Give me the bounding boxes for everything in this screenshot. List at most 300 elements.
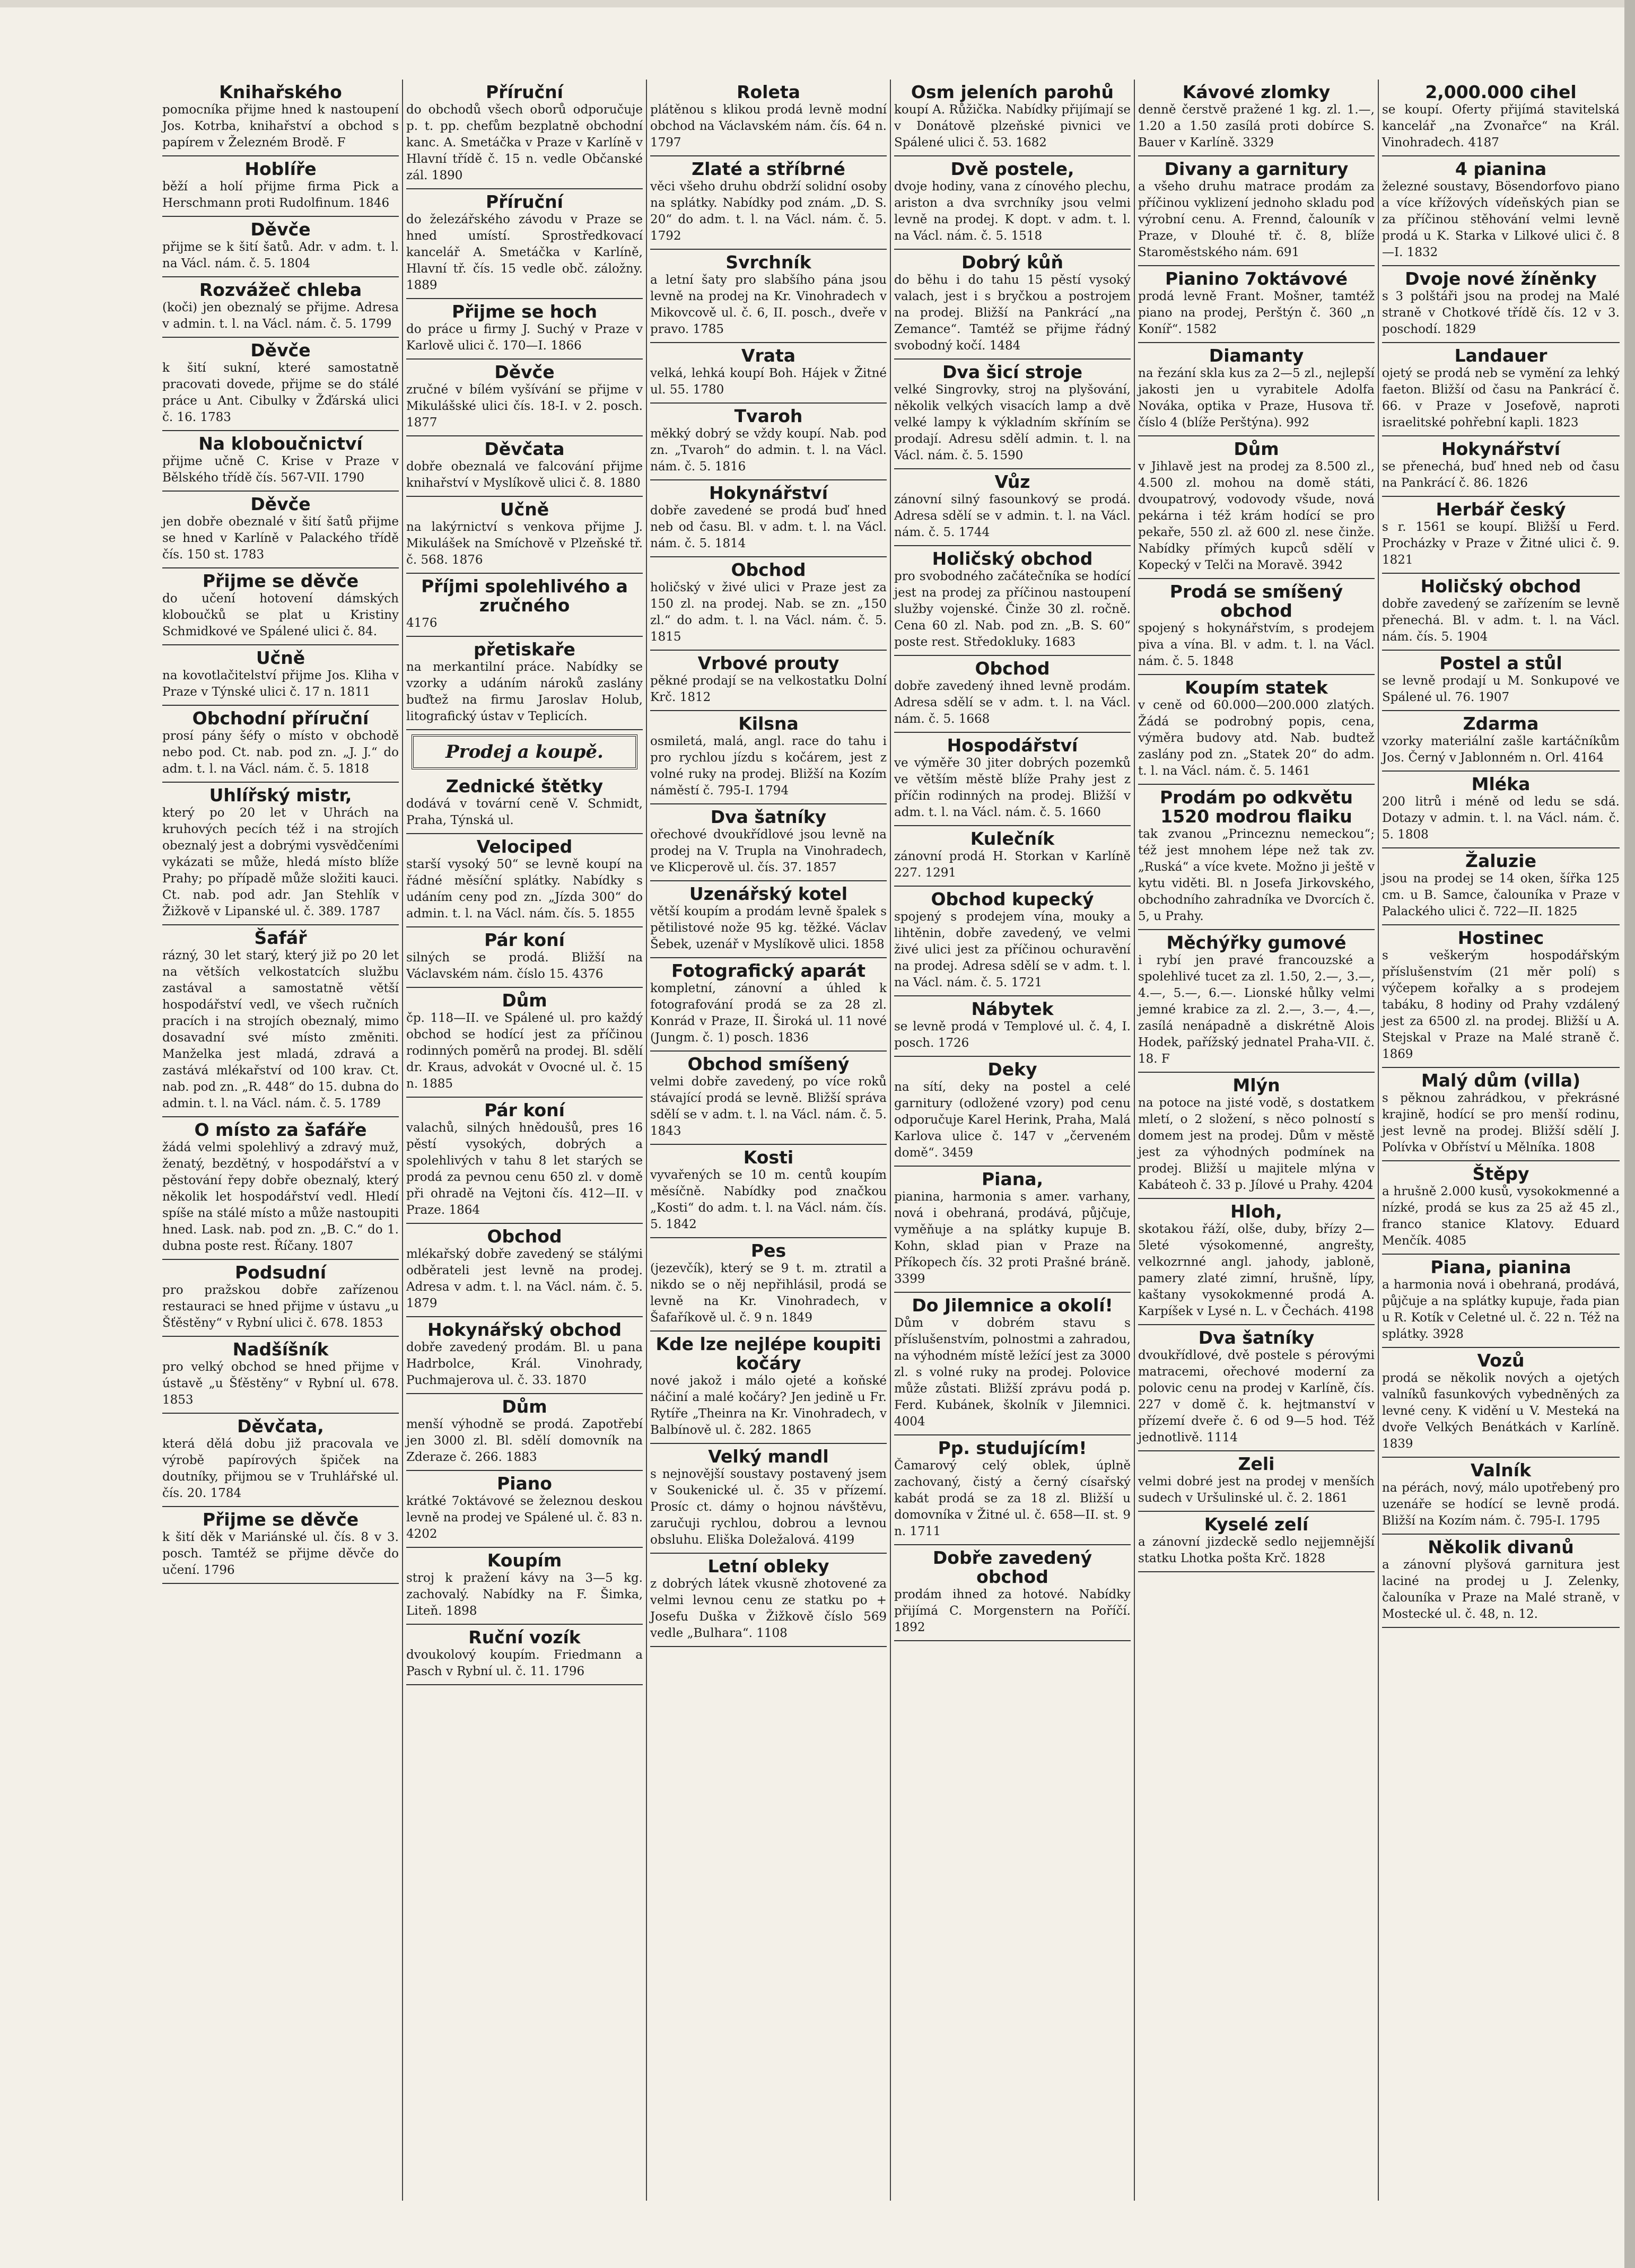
classified-ad <box>1382 711 1620 772</box>
ad-body: věci všeho druhu obdrží solidní osoby na splátky. Nabídky pod znám. „D. S. 20“ do adm. t. l. na Václ. nám. č. 5. 1792 <box>650 180 887 243</box>
classified-ad <box>894 996 1131 1057</box>
classified-ad <box>406 927 643 988</box>
ad-body: s 3 polštáři jsou na prodej na Malé straně v Chotkové třídě čís. 12 v 3. poschodí. 1829 <box>1382 290 1620 336</box>
classified-ad <box>406 1098 643 1224</box>
ad-title: Kde lze nejlépe koupiti kočáry <box>655 1334 881 1373</box>
ad-body: který po 20 let v Uhrách na kruhových pecích též i na strojích obeznalý jest a dobrými vysvědčeními vykázati se může, hledá místo blíže Prahy; po případě může složiti kauci. Ct. nab. pod adr. Jan Stehlík v Žižkově v Lipanské ul. č. 389. 1787 <box>162 806 399 918</box>
classified-ad <box>1138 785 1375 930</box>
ad-body: na řezání skla kus za 2—5 zl., nejlepší jakosti jen u vyrabitele Adolfa Nováka, optika v Praze, Husova tř. číslo 4 (blíže Perštýna). 992 <box>1138 366 1375 430</box>
classified-ad <box>650 250 887 343</box>
ad-title: Roleta <box>737 82 800 102</box>
ad-title: Přijme se děvče <box>202 1509 359 1530</box>
ad-title: Tvaroh <box>734 406 803 426</box>
ad-body: kompletní, zánovní a úhled k fotografování prodá se za 28 zl. Konrád v Praze, II. Široká ul. 11 nové (Jungm. č. 1) posch. 1836 <box>650 982 887 1045</box>
ad-body: zručné v bílém vyšívání se přijme v Mikulášské ulici čís. 18-I. v 2. posch. 1877 <box>406 383 643 430</box>
ad-body: prosí pány šéfy o místo v obchodě nebo pod. Ct. nab. pod zn. „J. J.“ do adm. t. l. na Václ. nám. č. 5. 1818 <box>162 729 399 776</box>
ad-title: Děvče <box>250 494 311 514</box>
ad-title: Šafář <box>254 927 307 948</box>
classified-ad <box>162 645 399 706</box>
ad-body: měkký dobrý se vždy koupí. Nab. pod zn. „Tvaroh“ do admin. t. l. na Václ. nám. č. 5. 1816 <box>650 427 887 474</box>
ad-body: dobře obeznalá ve falcování přijme knihařství v Myslíkově ulici č. 8. 1880 <box>406 460 643 490</box>
ad-title: Nábytek <box>971 999 1054 1019</box>
classified-ad <box>1138 266 1375 343</box>
ad-title: Na kloboučnictví <box>198 433 363 454</box>
classified-ad <box>1138 343 1375 436</box>
ad-body: a zánovní jizdeckě sedlo nejjemnější statku Lhotka pošta Krč. 1828 <box>1138 1535 1375 1565</box>
classified-ad <box>650 1332 887 1444</box>
ad-title: Ruční vozík <box>468 1627 581 1648</box>
ad-title: Pianino 7oktávové <box>1165 268 1348 289</box>
classified-ad <box>406 1625 643 1685</box>
ad-title: Kávové zlomky <box>1182 82 1331 102</box>
classified-ad <box>1138 579 1375 675</box>
ad-title: Dvoje nové žíněnky <box>1405 268 1597 289</box>
ad-body: žádá velmi spolehlivý a zdravý muž, ženatý, bezdětný, v hospodářství a v pěstování řepy dobře obeznalý, který několik let hospodářství vedl. Hledí spíše na stálé místo a může nastoupiti hned. Lask. nab. pod zn. „B. C.“ do 1. dubna poste rest. Říčany. 1807 <box>162 1141 399 1253</box>
classified-ad <box>406 189 643 299</box>
ad-title: Zlaté a stříbrné <box>692 159 845 179</box>
ad-title: Vrbové prouty <box>697 653 840 673</box>
ad-title: Diamanty <box>1209 345 1304 366</box>
ad-body: silných se prodá. Bližší na Václavském nám. číslo 15. 4376 <box>406 951 643 981</box>
ad-title: Uzenářský kotel <box>689 883 848 904</box>
ad-body: krátké 7oktávové se železnou deskou levně na prodej ve Spálené ul. č. 83 n. 4202 <box>406 1494 643 1541</box>
ad-body: přijme učně C. Krise v Praze v Bělského třídě čís. 567-VII. 1790 <box>162 454 399 485</box>
classified-ad <box>1382 156 1620 266</box>
ad-title: Zdarma <box>1463 713 1539 734</box>
ad-body: pro svobodného začátečníka se hodící jest na prodej za příčinou nastoupení služby vojenské. Činže 30 zl. ročně. Cena 60 zl. Nab. pod zn. „B. S. 60“ poste rest. Středokluky. 1683 <box>894 570 1131 649</box>
ad-title: Obchod <box>487 1226 562 1247</box>
ad-body: na potoce na jisté vodě, s dostatkem mletí, o 2 složení, s něco polností s domem jest na prodej. Dům v městě jest za výhodných podmínek na prodej. Bližší u majitele mlýna v Kabáteoh č. 33 p. Jílové u Prahy. 4204 <box>1138 1096 1375 1192</box>
classified-ad <box>650 881 887 958</box>
classified-ad <box>894 656 1131 733</box>
ad-body: dobře zavedený ihned levně prodám. Adresa sdělí se v adm. t. l. na Václ. nám. č. 5. 1668 <box>894 679 1131 726</box>
ad-title: Učně <box>256 647 305 668</box>
classified-ad <box>1138 1073 1375 1199</box>
ad-body: osmiletá, malá, angl. race do tahu i pro rychlou jízdu s kočárem, jest z volné ruky na prodej. Bližší na Kozím náměstí č. 795-I. 1794 <box>650 734 887 798</box>
ad-body: na lakýrnictví s venkova přijme J. Mikulášek na Smíchově v Plzeňské tř. č. 568. 1876 <box>406 520 643 567</box>
ad-title: Pár koní <box>484 1100 565 1120</box>
ad-body: vyvařených se 10 m. centů koupím měsíčně. Nabídky pod značkou „Kosti“ do adm. t. l. na Václ. nám. čís. 5. 1842 <box>650 1168 887 1231</box>
ad-body: velmi dobré jest na prodej v menších sudech v Uršulinské ul. č. 2. 1861 <box>1138 1475 1375 1505</box>
classified-ad <box>1382 497 1620 574</box>
classified-ad <box>1382 848 1620 925</box>
classified-ad <box>406 1394 643 1471</box>
ad-body: dobře zavedený se zařízením se levně přenechá. Bl. v adm. t. l. na Václ. nám. čís. 5. 1904 <box>1382 597 1620 644</box>
classified-ad <box>1382 1068 1620 1161</box>
ad-title: Velký mandl <box>708 1446 829 1467</box>
ad-body: na pérách, nový, málo upotřebený pro uzenáře se hodící se levně prodá. Bližší na Kozím nám. č. 795-I. 1795 <box>1382 1481 1620 1528</box>
classified-ad <box>1382 574 1620 651</box>
ad-title: 4 pianina <box>1455 159 1547 179</box>
classified-ad <box>406 80 643 189</box>
ad-body: a harmonia nová i obehraná, prodává, půjčuje a na splátky kupuje, řada pian u R. Kotík v Celetné ul. č. 22 n. Též na splátky. 3928 <box>1382 1278 1620 1341</box>
ad-title: Dům <box>502 990 547 1011</box>
ad-body: plátěnou s klikou prodá levně modní obchod na Václavském nám. čís. 64 n. 1797 <box>650 103 887 150</box>
classified-ad <box>162 1337 399 1414</box>
ad-body: denně čerstvě pražené 1 kg. zl. 1.—, 1.20 a 1.50 zasílá proti dobírce S. Bauer v Karlíně. 3329 <box>1138 103 1375 150</box>
ad-title: Dvě postele, <box>950 159 1074 179</box>
ad-title: Děvče <box>250 340 311 361</box>
ad-body: k šití sukní, které samostatně pracovati dovede, přijme se do stálé práce u Ant. Cibulky v Žďárská ulici č. 16. 1783 <box>162 361 399 424</box>
ad-title: Hospodářství <box>947 735 1078 756</box>
classified-ad <box>650 480 887 557</box>
ad-body: velké Singrovky, stroj na plyšování, několik velkých visacích lamp a dvě velké lampy k výkladním skříním se prodají. Adresu sdělí admin. t. l. na Václ. nám. č. 5. 1590 <box>894 383 1131 462</box>
ad-title: Děvčata, <box>237 1416 324 1437</box>
ad-body: do běhu i do tahu 15 pěstí vysoký valach, jest i s bryčkou a postrojem na prodej. Bližší na Pankrácí „na Zemance“. Tamtéž se přijme řádný svobodný kočí. 1484 <box>894 273 1131 353</box>
ad-title: Vozů <box>1477 1350 1525 1371</box>
ad-body: holičský v živé ulici v Praze jest za 150 zl. na prodej. Nab. se zn. „150 zl.“ do adm. t. l. na Václ. nám. č. 5. 1815 <box>650 581 887 644</box>
classified-ad <box>650 804 887 881</box>
ad-body: skotakou řáží, olše, duby, břízy 2—5leté výsokomenné, angrešty, velkozrnné angl. jahody, jabloně, pamery zlaté zimní, hrušně, lípy, kaštany vysokokmenné prodá A. Karpíšek v Lysé n. L. v Čechách. 4198 <box>1138 1222 1375 1318</box>
ad-body: v Jihlavě jest na prodej za 8.500 zl., 4.500 zl. mohou na domě státi, dvoupatrový, vodovody všude, nová pekárna i též krám hodící se pro pekaře, 550 zl. až 600 zl. nese činže. Nabídky přímých kupců sdělí v Kopecký v Telči na Moravě. 3942 <box>1138 460 1375 572</box>
classified-ad <box>1382 1348 1620 1458</box>
classified-ad <box>162 568 399 645</box>
ad-body: vzorky materiální zašle kartáčníkům Jos. Černý v Jablonném n. Orl. 4164 <box>1382 734 1620 765</box>
ad-title: Hloh, <box>1230 1201 1282 1222</box>
column-5 <box>1135 80 1379 2201</box>
ad-title: Valník <box>1470 1460 1532 1481</box>
ad-title: přetiskaře <box>474 639 575 660</box>
classified-ad <box>406 1317 643 1394</box>
ad-body: tak zvanou „Princeznu nemeckou“; též jest mnohem lépe než tak zv. „Ruská“ a více kvete. Možno ji ještě v kytu viděti. Bl. n Josefa Jirkovského, obchodního zahradníka ve Dvorcích č. 5, u Prahy. <box>1138 827 1375 923</box>
ad-body: dvoukřídlové, dvě postele s pérovými matracemi, ořechové moderní za polovic cenu na prodej v Karlíně, čís. 227 v domě č. k. hejtmanství v přízemí dveře č. 6 od 9—5 hod. Též jednotlivě. 1114 <box>1138 1348 1375 1444</box>
ad-title: Postel a stůl <box>1439 653 1562 673</box>
classified-ad <box>162 80 399 156</box>
classified-ad <box>894 250 1131 360</box>
classified-ad <box>894 80 1131 156</box>
ad-title: Kilsna <box>738 713 799 734</box>
ad-body: s r. 1561 se koupí. Bližší u Ferd. Procházky v Praze v Žitné ulici č. 9. 1821 <box>1382 520 1620 567</box>
ad-title: Pp. studujícím! <box>938 1438 1087 1458</box>
ad-body: přijme se k šití šatů. Adr. v adm. t. l. na Václ. nám. č. 5. 1804 <box>162 240 399 270</box>
ad-body: spojený s prodejem vína, mouky a lihtěnin, dobře zavedený, ve velmi živé ulici jest za příčinou ochuravění na prodej. Adresa sdělí se v adm. t. l. na Václ. nám. č. 5. 1721 <box>894 910 1131 989</box>
ad-body: starší vysoký 50“ se levně koupí na řádné měsíční splátky. Nabídky s udáním ceny pod zn. „Jízda 300“ do admin. t. l. na Václ. nám. čís. 5. 1855 <box>406 857 643 921</box>
classified-ad <box>162 783 399 925</box>
classified-ad <box>162 1260 399 1337</box>
classified-ad <box>650 80 887 156</box>
ad-body: z dobrých látek vkusně zhotovené za velmi levnou cenu ze statku po + Josefu Duška v Žižkově číslo 569 vedle „Bulhara“. 1108 <box>650 1577 887 1640</box>
classified-ad <box>650 156 887 250</box>
ad-body: stroj k pražení kávy na 3—5 kg. zachovalý. Nabídky na F. Šimka, Liteň. 1898 <box>406 1571 643 1618</box>
classified-ad <box>162 492 399 568</box>
ad-body: velmi dobře zavedený, po více roků stávající prodá se levně. Bližší správa sdělí se v adm. t. l. na Václ. nám. č. 5. 1843 <box>650 1075 887 1138</box>
ad-body: na sítí, deky na postel a celé garnitury (odložené vzory) pod cenu odporučuje Karel Herink, Praha, Malá Karlova ulice č. 147 v „červeném domě“. 3459 <box>894 1080 1131 1160</box>
ad-title: Příruční <box>486 82 563 102</box>
classified-ad <box>894 156 1131 250</box>
classified-ad <box>406 497 643 574</box>
ad-title: Prodám po odkvětu 1520 modrou flaiku <box>1159 787 1353 827</box>
classified-ad <box>894 469 1131 546</box>
section-banner: Prodej a koupě. <box>412 734 637 769</box>
classified-ad <box>1138 675 1375 785</box>
classified-ad <box>1138 156 1375 266</box>
classified-ad <box>162 1507 399 1584</box>
ad-body: dobře zavedené se prodá buď hned neb od času. Bl. v adm. t. l. na Václ. nám. č. 5. 1814 <box>650 504 887 550</box>
ad-title: Dva šicí stroje <box>942 362 1083 382</box>
ad-body: prodá se několik nových a ojetých valníků fasunkových vybedněných za levné ceny. K vidění u V. Mesteká na dvoře Velkých Benátkách v Karlíně. 1839 <box>1382 1371 1620 1451</box>
ad-title: Podsudní <box>234 1262 327 1283</box>
classified-ad <box>650 1444 887 1554</box>
classified-ad <box>1138 436 1375 579</box>
ad-body: (jezevčík), který se 9 t. m. ztratil a nikdo se o něj nepřihlásil, prodá se levně na Kr. Vinohradech, v Šafaříkově ul. č. 9 n. 1849 <box>650 1262 887 1325</box>
classified-ad <box>406 988 643 1098</box>
classified-ad <box>1382 772 1620 848</box>
ad-title: Vrata <box>741 345 796 366</box>
ad-body: 4176 <box>406 616 438 630</box>
ad-title: Osm jeleních parohů <box>911 82 1114 102</box>
ad-body: pomocníka přijme hned k nastoupení Jos. Kotrba, knihařství a obchod s papírem v Železném Brodě. F <box>162 103 399 150</box>
classified-ad <box>894 360 1131 469</box>
ad-title: Deky <box>987 1059 1037 1080</box>
ad-title: Zednické štětky <box>445 776 604 796</box>
ad-title: Obchod <box>975 658 1050 679</box>
column-1 <box>159 80 403 2201</box>
classified-ad <box>894 1545 1131 1641</box>
ad-title: Piana, <box>981 1169 1044 1189</box>
ad-title: Několik divanů <box>1428 1537 1574 1557</box>
ad-title: Příruční <box>486 191 563 212</box>
classified-ad <box>162 706 399 783</box>
ad-title: Landauer <box>1454 345 1547 366</box>
ad-title: Hokynářství <box>1441 439 1561 459</box>
ad-title: Piana, pianina <box>1430 1257 1571 1277</box>
ad-title: Koupím <box>487 1550 562 1571</box>
ad-body: velká, lehká koupí Boh. Hájek v Žitné ul. 55. 1780 <box>650 366 887 397</box>
ad-body: a hrušně 2.000 kusů, vysokokmenné a nízké, prodá se kus za 25 až 45 zl., franco stanice Klatovy. Eduard Menčík. 4085 <box>1382 1185 1620 1248</box>
ad-body: do obchodů všech oborů odporučuje p. t. pp. chefům bezplatně obchodní kanc. A. Smetáčka v Praze v Karlíně v Hlavní třídě č. 15 n. vedle Občanské zál. 1890 <box>406 103 643 182</box>
ad-body: se levně prodá v Templové ul. č. 4, I. posch. 1726 <box>894 1020 1131 1050</box>
classified-ad <box>650 651 887 711</box>
classified-ad <box>650 1238 887 1332</box>
ad-title: Holičský obchod <box>1420 576 1581 597</box>
classified-ad <box>162 431 399 492</box>
ad-title: Děvčata <box>484 439 565 459</box>
ad-body: nové jakož i málo ojeté a koňské náčiní a malé kočáry? Jen jedině u Fr. Rytíře „Theinra na Kr. Vinohradech, v Balbínově ul. č. 282. 1865 <box>650 1374 887 1437</box>
ad-body: dvoje hodiny, vana z cínového plechu, ariston a dva svrchníky jsou velmi levně na prodej. K dopt. v adm. t. l. na Václ. nám. č. 5. 1518 <box>894 180 1131 243</box>
ad-title: Štěpy <box>1472 1163 1529 1184</box>
ad-body: běží a holí přijme firma Pick a Herschmann proti Rudolfinum. 1846 <box>162 180 399 210</box>
classified-ad <box>162 277 399 338</box>
ad-title: Dům <box>1234 439 1279 459</box>
ad-body: spojený s hokynářstvím, s prodejem piva a vína. Bl. v adm. t. l. na Václ. nám. č. 5. 1848 <box>1138 621 1375 668</box>
ad-body: s veškerým hospodářským příslušenstvím (21 měr polí) s výčepem kořalky a s prodejem tabáku, 8 hodiny od Prahy vzdálený jest za 6500 zl. na prodej. Bližší u A. Stejskal v Praze na Malé straně č. 1869 <box>1382 949 1620 1061</box>
column-6 <box>1379 80 1623 2201</box>
ad-title: Nadšíšník <box>232 1339 329 1360</box>
classified-ad <box>650 404 887 480</box>
ad-title: Malý dům (villa) <box>1421 1070 1581 1091</box>
ad-title: Dva šatníky <box>1198 1327 1315 1348</box>
classified-ad <box>1382 266 1620 343</box>
classified-ad <box>1138 1199 1375 1325</box>
ad-body: i rybí jen pravé francouzské a spolehlivé tucet za zl. 1.50, 2.—, 3.—, 4.—, 5.—, 6.—. Lionské hůlky velmi jemné krabice za zl. 2.—, 3.—, 4.—, zasílá nenápadně a diskrétně Alois Hodek, pařížský jednatel Praha-VII. č. 18. F <box>1138 953 1375 1066</box>
ad-body: dobře zavedený prodám. Bl. u pana Hadrbolce, Král. Vinohrady, Puchmajerova ul. č. 33. 1870 <box>406 1341 643 1387</box>
ad-body: s pěknou zahrádkou, v překrásné krajině, hodící se pro menší rodinu, jest levně na prodej. Bližší sdělí J. Polívka v Obříství u Mělníka. 1808 <box>1382 1091 1620 1154</box>
column-2 <box>403 80 647 2201</box>
ad-title: Hostinec <box>1457 927 1544 948</box>
ad-body: rázný, 30 let starý, který již po 20 let na větších velkostatcích službu zastával a samostatně větší hospodářství vedl, ve všech ručních pracích i na strojích obeznalý, mimo dosavadní své místo změniti. Manželka jest mladá, zdravá a zastává mlékařství od 100 krav. Ct. nab. pod zn. „R. 448“ do 15. dubna do admin. t. l. na Václ. nám. č. 5. 1789 <box>162 949 399 1110</box>
ad-body: a všeho druhu matrace prodám za příčinou vyklizení jednoho skladu pod výrobní cenu. A. Frennd, čalouník v Praze, v Dlouhé tř. č. 8, blíže Staroměstského nám. 691 <box>1138 180 1375 259</box>
classified-ad <box>406 1471 643 1548</box>
ad-body: prodám ihned za hotové. Nabídky přijímá C. Morgenstern na Poříčí. 1892 <box>894 1588 1131 1634</box>
ad-body: pro velký obchod se hned přijme v ústavě „u Šťěstěny“ v Rybní ul. 678. 1853 <box>162 1360 399 1407</box>
classified-ad <box>1382 1535 1620 1628</box>
classified-ad <box>162 925 399 1117</box>
page-top-edge <box>0 0 1635 7</box>
page-right-edge <box>1624 0 1635 2268</box>
ad-title: Děvče <box>494 362 555 382</box>
classified-ad <box>650 1554 887 1647</box>
ad-title: Učně <box>500 499 549 520</box>
ad-title: Hokynářství <box>709 483 828 503</box>
classified-ad <box>1138 1451 1375 1512</box>
ad-title: Žaluzie <box>1465 851 1536 871</box>
ad-title: Příjmi spolehlivého a zručného <box>421 576 628 616</box>
ad-body: železné soustavy, Bösendorfovo piano a více křížových vídeňských pian se za příčinou stěhování velmi levně prodá u K. Starka v Lilkové ulici č. 8—I. 1832 <box>1382 180 1620 259</box>
ad-title: Knihařského <box>219 82 342 102</box>
ad-body: mlékařský dobře zavedený se stálými odběrateli jest levně na prodej. Adresa v adm. t. l. na Václ. nám. č. 5. 1879 <box>406 1247 643 1310</box>
classified-ad <box>1382 1161 1620 1255</box>
ad-body: koupí A. Růžička. Nabídky přijímají se v Donátově plzeňské pivnici ve Spálené ulici č. 53. 1682 <box>894 103 1131 150</box>
classified-ad <box>162 1414 399 1507</box>
ad-title: Mléka <box>1471 774 1531 794</box>
ad-body: a zánovní plyšová garnitura jest laciné na prodej u J. Zelenky, čalouníka v Praze na Malé straně, v Mostecké ul. č. 48, n. 12. <box>1382 1558 1620 1621</box>
ad-body: čp. 118—II. ve Spálené ul. pro každý obchod se hodící jest za příčinou rodinných poměrů na prodej. Bl. sdělí dr. Kraus, advokát v Ovocné ul. č. 15 n. 1885 <box>406 1011 643 1091</box>
ad-body: se levně prodají u M. Sonkupové ve Spálené ul. 76. 1907 <box>1382 674 1620 704</box>
ad-body: dodává v tovární ceně V. Schmidt, Praha, Týnská ul. <box>406 797 643 827</box>
classified-ad <box>1138 1325 1375 1451</box>
classified-columns <box>159 80 1623 2201</box>
ad-body: větší koupím a prodám levně špalek s pětilistové nože 95 kg. těžké. Václav Šebek, uzenář v Myslíkově ulici. 1858 <box>650 905 887 951</box>
classified-ad <box>1138 1512 1375 1572</box>
classified-ad <box>894 1435 1131 1545</box>
ad-title: Pár koní <box>484 930 565 950</box>
ad-title: Obchod smíšený <box>687 1054 850 1074</box>
ad-title: 2,000.000 cihel <box>1425 82 1577 102</box>
ad-title: Dva šatníky <box>710 807 827 827</box>
classified-ad <box>894 546 1131 656</box>
classified-ad <box>406 360 643 436</box>
classified-ad <box>650 1145 887 1238</box>
classified-ad <box>406 774 643 834</box>
ad-title: Kosti <box>743 1147 794 1168</box>
ad-title: Dobrý kůň <box>961 252 1063 273</box>
ad-body: ořechové dvoukřídlové jsou levně na prodej na V. Trupla na Vinohradech, ve Klicperově ul. čís. 37. 1857 <box>650 828 887 874</box>
classified-ad <box>1382 1458 1620 1535</box>
ad-body: pěkné prodají se na velkostatku Dolní Krč. 1812 <box>650 674 887 704</box>
classified-ad <box>1382 651 1620 711</box>
ad-title: Děvče <box>250 219 311 240</box>
ad-title: Dům <box>502 1396 547 1417</box>
classified-ad <box>894 1167 1131 1293</box>
classified-ad <box>1382 925 1620 1068</box>
column-3 <box>647 80 891 2201</box>
classified-ad <box>650 343 887 404</box>
ad-body: Dům v dobrém stavu s příslušenstvím, polnostmi a zahradou, na výhodném místě ležící jest za 3000 zl. s volné ruky na prodej. Polovice může zůstati. Bližší zprávu podá p. Ferd. Kubánek, školník v Jilemnici. 4004 <box>894 1316 1131 1429</box>
classified-ad <box>406 436 643 497</box>
ad-body: menší výhodně se prodá. Zapotřebí jen 3000 zl. Bl. sdělí domovník na Zderaze č. 266. 1883 <box>406 1417 643 1464</box>
ad-title: Měchýřky gumové <box>1166 932 1347 953</box>
ad-title: Herbář český <box>1436 499 1566 520</box>
classified-ad <box>406 574 643 637</box>
ad-body: se přenechá, buď hned neb od času na Pankrácí č. 86. 1826 <box>1382 460 1620 490</box>
ad-body: pianina, harmonia s amer. varhany, nová i obehraná, prodává, půjčuje, vyměňuje a na splátky kupuje B. Kohn, sklad pian v Praze na Příkopech čís. 32 proti Prašné bráně. 3399 <box>894 1190 1131 1286</box>
column-4 <box>891 80 1135 2201</box>
classified-ad <box>894 826 1131 887</box>
ad-title: Vůz <box>994 471 1030 492</box>
ad-title: Piano <box>497 1473 552 1494</box>
ad-body: do učení hotovení dámských kloboučků se plat u Kristiny Schmidkové ve Spálené ulici č. 84. <box>162 592 399 638</box>
ad-title: Rozvážeč chleba <box>199 279 362 300</box>
ad-title: Obchod <box>731 559 806 580</box>
classified-ad <box>406 834 643 927</box>
ad-title: Kyselé zelí <box>1204 1514 1309 1535</box>
ad-title: Holičský obchod <box>932 548 1093 569</box>
classified-ad <box>406 299 643 360</box>
ad-title: Zeli <box>1238 1453 1275 1474</box>
classified-ad <box>650 1052 887 1145</box>
ad-body: a letní šaty pro slabšího pána jsou levně na prodej na Kr. Vinohradech v Mikovcově ul. č. 6, II. posch., dveře v pravo. 1785 <box>650 273 887 336</box>
classified-ad <box>1382 343 1620 436</box>
ad-title: Obchod kupecký <box>931 889 1094 909</box>
ad-body: k šití děk v Mariánské ul. čís. 8 v 3. posch. Tamtéž se přijme děvče do učení. 1796 <box>162 1530 399 1577</box>
classified-ad <box>1382 436 1620 497</box>
ad-body: Čamarový celý oblek, úplně zachovaný, čistý a černý císařský kabát prodá se za 18 zl. Bližší u domovníka v Žitné ul. č. 658—II. st. 9 n. 1711 <box>894 1459 1131 1538</box>
ad-body: prodá levně Frant. Mošner, tamtéž piano na prodej, Perštýn č. 360 „n Koníř“. 1582 <box>1138 290 1375 336</box>
ad-title: Svrchník <box>725 252 811 273</box>
ad-title: Pes <box>750 1240 786 1261</box>
ad-body: do práce u firmy J. Suchý v Praze v Karlově ulici č. 170—I. 1866 <box>406 322 643 353</box>
classified-ad <box>406 1548 643 1625</box>
ad-body: zánovní silný fasounkový se prodá. Adresa sdělí se v admin. t. l. na Václ. nám. č. 5. 1744 <box>894 493 1131 539</box>
ad-body: zánovní prodá H. Storkan v Karlíně 227. 1291 <box>894 850 1131 880</box>
ad-title: Dobře zavedený obchod <box>932 1547 1092 1587</box>
ad-body: s nejnovější soustavy postavený jsem v Soukenické ul. č. 35 v přízemí. Prosíc ct. dámy o hojnou návštěvu, zaručuji rychlou, dobrou a levnou obsluhu. Eliška Doležalová. 4199 <box>650 1467 887 1547</box>
ad-title: Fotografický aparát <box>671 960 865 981</box>
ad-body: v ceně od 60.000—200.000 zlatých. Žádá se podrobný popis, cena, výměra budovy atd. Nab. budtež zaslány pod zn. „Statek 20“ do adm. t. l. na Václ. nám. č. 5. 1461 <box>1138 698 1375 778</box>
ad-body: valachů, silných hnědoušů, pres 16 pěstí vysokých, dobrých a spolehlivých v tahu 8 let starých se prodá za pevnou cenu 650 zl. v domě při ohradě na Vejtoni čís. 412—II. v Praze. 1864 <box>406 1121 643 1217</box>
classified-ad <box>1382 80 1620 156</box>
ad-body: dvoukolový koupím. Friedmann a Pasch v Rybní ul. č. 11. 1796 <box>406 1648 643 1678</box>
ad-title: Do Jilemnice a okolí! <box>912 1295 1113 1316</box>
classified-ad <box>1382 1255 1620 1348</box>
ad-body: na merkantilní práce. Nabídky se vzorky a udáním nároků zaslány buďtež na firmu Jaroslav Holub, litografický ústav v Teplicích. <box>406 660 643 723</box>
classified-ad <box>162 338 399 431</box>
ad-body: na kovotlačitelství přijme Jos. Kliha v Praze v Týnské ulici č. 17 n. 1811 <box>162 669 399 699</box>
ad-title: Přijme se hoch <box>451 301 598 322</box>
ad-body: (koči) jen obeznalý se přijme. Adresa v admin. t. l. na Václ. nám. č. 5. 1799 <box>162 301 399 331</box>
ad-title: Prodá se smíšený obchod <box>1169 581 1343 621</box>
ad-title: Uhlířský mistr, <box>209 785 352 805</box>
ad-title: Obchodní příruční <box>192 708 369 729</box>
classified-ad <box>894 733 1131 826</box>
classified-ad <box>650 958 887 1052</box>
classified-ad <box>894 1057 1131 1167</box>
ad-title: O místo za šafáře <box>194 1119 367 1140</box>
classified-ad <box>894 887 1131 996</box>
classified-ad <box>406 1224 643 1317</box>
classified-ad <box>162 1117 399 1260</box>
classified-ad <box>162 217 399 277</box>
classified-ad <box>1138 930 1375 1073</box>
ad-body: jen dobře obeznalé v šití šatů přijme se hned v Karlíně v Palackého třídě čís. 150 st. 1783 <box>162 515 399 562</box>
classified-ad <box>406 637 643 730</box>
ad-title: Hokynářský obchod <box>427 1319 622 1340</box>
ad-title: Koupím statek <box>1185 677 1328 698</box>
classified-ad <box>894 1293 1131 1435</box>
ad-body: pro pražskou dobře zařízenou restauraci se hned přijme v ústavu „u Šťěstěny“ v Rybní ulici č. 678. 1853 <box>162 1283 399 1330</box>
ad-title: Mlýn <box>1232 1075 1280 1096</box>
ad-body: jsou na prodej se 14 oken, šířka 125 cm. u B. Samce, čalouníka v Praze v Palackého ulici č. 722—II. 1825 <box>1382 872 1620 918</box>
